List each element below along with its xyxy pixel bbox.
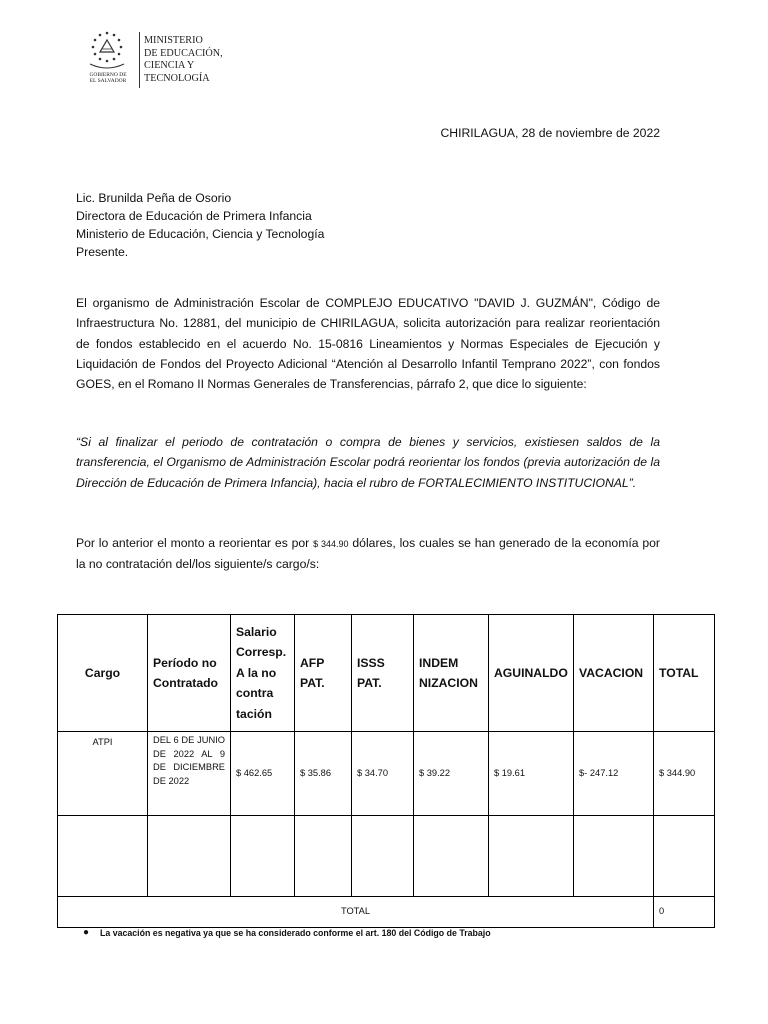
cell-empty (352, 816, 414, 897)
footnote (83, 927, 491, 938)
el-salvador-seal-icon (80, 28, 134, 74)
logo-divider (139, 32, 140, 88)
amount-outro-text: dólares, los cuales se han generado de la economía por la no contratación del/los siguiente/s cargo/s: (76, 536, 660, 572)
header-indemnizacion: INDEM NIZACION (414, 615, 489, 732)
footnote-text: La vacación es negativa ya que se ha considerado conforme el art. 180 del Código de Trabajo (100, 928, 491, 938)
body-paragraph-request: El organismo de Administración Escolar de COMPLEJO EDUCATIVO "DAVID J. GUZMÁN", Código de Infraestructura No. 12881, del municipio de CHIRILAGUA, solicita autorización para realizar reorientación de fondos establecido en el acuerdo No. 15-0816 Lineamientos y Normas Especiales de Ejecución y Liquidación de Fondos del Proyecto Adicional “Atención al Desarrollo Infantil Temprano 2022”, con fondos GOES, en el Romano II Normas Generales de Transferencias, párrafo 2, que dice lo siguiente: (76, 296, 660, 392)
header-aguinaldo: AGUINALDO (489, 615, 574, 732)
recipient-position: Directora de Educación de Primera Infancia (76, 209, 312, 223)
table-total-row (58, 897, 715, 928)
cell-empty (574, 816, 654, 897)
ministry-name: MINISTERIO DE EDUCACIÓN, CIENCIA Y TECNOLOGÍA (144, 35, 223, 84)
table-row (58, 816, 715, 897)
cell-empty (414, 816, 489, 897)
total-label: TOTAL (58, 897, 654, 928)
cell-aguinaldo: $ 19.61 (489, 732, 574, 816)
positions-table (57, 614, 715, 928)
cell-total: $ 344.90 (654, 732, 715, 816)
cell-empty (231, 816, 295, 897)
greeting: Presente. (76, 245, 129, 259)
cell-empty (58, 816, 148, 897)
reorient-amount: $ 344.90 (313, 539, 349, 549)
quoted-regulation: “Si al finalizar el periodo de contratación o compra de bienes y servicios, existiesen saldos de la transferencia, el Organismo de Administración Escolar podrá reorientar los fondos (previa autorización de la Dirección de Educación de Primera Infancia), hacia el rubro de FORTALECIMIENTO INSTITUCIONAL”. (76, 435, 660, 490)
bullet-icon: ● (83, 927, 90, 938)
table-row (58, 732, 715, 816)
cell-salario: $ 462.65 (231, 732, 295, 816)
ministry-logo (80, 28, 230, 92)
header-vacacion: VACACION (574, 615, 654, 732)
header-total: TOTAL (654, 615, 715, 732)
cell-empty (654, 816, 715, 897)
amount-intro-text: Por lo anterior el monto a reorientar es por (76, 536, 314, 550)
header-salario: Salario Corresp. A la no contra tación (231, 615, 295, 732)
body-paragraph-amount (76, 533, 660, 575)
table-header-row (58, 615, 715, 732)
cell-vacacion: $- 247.12 (574, 732, 654, 816)
cell-empty (148, 816, 231, 897)
cell-empty (489, 816, 574, 897)
total-value: 0 (654, 897, 715, 928)
cell-empty (295, 816, 352, 897)
date-line: CHIRILAGUA, 28 de noviembre de 2022 (440, 126, 660, 140)
cell-cargo: ATPI (58, 732, 148, 816)
header-cargo: Cargo (58, 615, 148, 732)
cell-indemnizacion: $ 39.22 (414, 732, 489, 816)
cell-afp: $ 35.86 (295, 732, 352, 816)
government-label: GOBIERNO DE EL SALVADOR (89, 72, 127, 84)
recipient-block (76, 189, 324, 261)
header-periodo: Período no Contratado (148, 615, 231, 732)
recipient-institution: Ministerio de Educación, Ciencia y Tecnología (76, 227, 325, 241)
cell-periodo: DEL 6 DE JUNIO DE 2022 AL 9 DE DICIEMBRE DE 2022 (148, 732, 231, 816)
recipient-name: Lic. Brunilda Peña de Osorio (76, 191, 232, 205)
header-afp: AFP PAT. (295, 615, 352, 732)
header-isss: ISSS PAT. (352, 615, 414, 732)
cell-isss: $ 34.70 (352, 732, 414, 816)
